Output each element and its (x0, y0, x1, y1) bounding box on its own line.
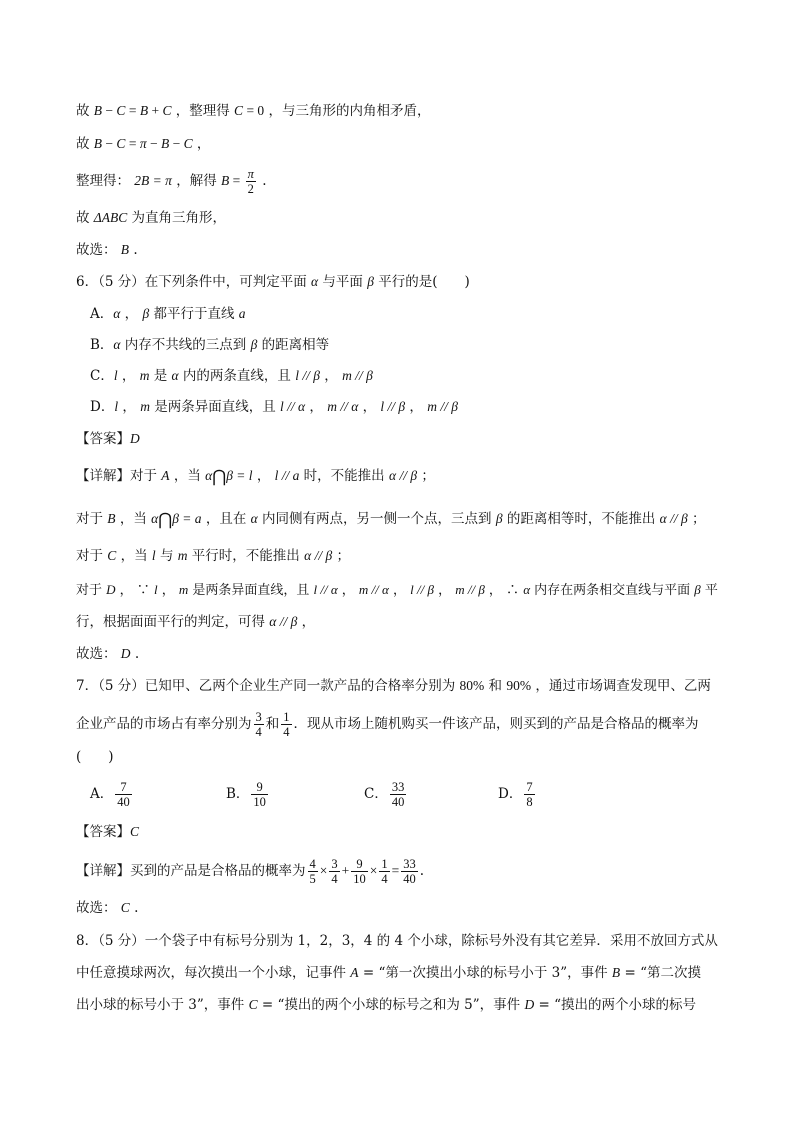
math-var: m (139, 368, 150, 383)
math-var: B (107, 511, 116, 526)
text: 7．（5 分）已知甲、乙两个企业生产同一款产品的合格率分别为 (76, 678, 460, 694)
solution-line-solve-b (76, 167, 267, 196)
math-expr: m // α (358, 582, 389, 597)
text: ， (157, 583, 179, 598)
math-op: × (319, 863, 328, 878)
text: 【详解】买到的产品是合格品的概率为 (76, 863, 306, 879)
question-7-option-a (90, 780, 134, 809)
math-expr: ΔABC (93, 210, 128, 225)
text: ，当 (116, 548, 152, 564)
math-expr: m // β (455, 582, 485, 597)
text: 8．（5 分）一个袋子中有标号分别为 1，2，3，4 的 4 个小球，除标号外没有其它差异．采用不放回方式从 (76, 933, 718, 949)
text: 对于 (76, 583, 107, 598)
text: . (257, 173, 267, 189)
question-6-option-a (90, 305, 246, 323)
text: ， ∵ (115, 583, 154, 598)
math-var: C (234, 103, 244, 118)
text: ， (120, 306, 143, 322)
question-6-detail-c (76, 547, 350, 565)
text: ， (118, 399, 141, 415)
math-op: = (125, 103, 140, 118)
fraction-denominator: 10 (353, 872, 366, 886)
text: ，解得 (171, 173, 222, 189)
text: 的距离相等时，不能推出 (502, 511, 660, 527)
text: 对于 (76, 511, 108, 527)
text: ， (358, 399, 381, 415)
question-7-stem-line-2 (76, 710, 699, 739)
text: = “摸出的两个小球的标号 (534, 997, 697, 1013)
text: ， (252, 468, 275, 484)
fraction-numerator: 33 (403, 857, 416, 871)
fraction-numerator: 9 (251, 780, 268, 795)
math-expr: l // β (380, 399, 406, 414)
fraction (281, 710, 291, 739)
question-7-option-d (498, 780, 537, 809)
math-expr: β = l (226, 468, 253, 483)
math-var: D (106, 582, 116, 597)
text: 都平行于直线 (149, 306, 239, 322)
text: 和 (484, 678, 507, 694)
fraction-denominator: 8 (526, 795, 533, 809)
math-var: C (120, 900, 130, 915)
math-op: + (341, 863, 350, 878)
math-var: m (140, 399, 150, 414)
fraction-denominator: 4 (331, 872, 338, 886)
text: 内存在两条相交直线与平面 (530, 583, 695, 598)
solution-line-equation (76, 135, 210, 153)
math-op: − (102, 136, 117, 151)
fraction-denominator: 4 (255, 725, 262, 739)
math-var: C (183, 136, 193, 151)
math-expr: α // β (388, 468, 418, 483)
question-7-answer (76, 823, 139, 841)
fraction-numerator: 9 (351, 857, 368, 872)
math-var: B (611, 965, 621, 980)
fraction-denominator: 2 (247, 182, 254, 196)
math-expr: l // α (313, 582, 338, 597)
fraction-numerator: 33 (391, 780, 405, 794)
math-var: a (238, 306, 246, 321)
question-6-detail-e (76, 613, 315, 631)
math-var: C (116, 136, 126, 151)
math-var: α (151, 511, 159, 526)
fraction-numerator: 7 (526, 780, 533, 794)
math-expr: l // α (280, 399, 306, 414)
math-var: B (93, 103, 103, 118)
answer-value: D (130, 431, 140, 446)
text: ， (405, 399, 428, 415)
math-var: m (178, 582, 189, 597)
text: ， (388, 583, 411, 598)
option-label: C． (90, 368, 114, 384)
fraction-denominator: 40 (117, 795, 130, 809)
math-op: + (148, 103, 163, 118)
math-var: B (160, 136, 170, 151)
math-expr: l // β (295, 368, 320, 383)
text: 故 (76, 103, 94, 119)
text: ； (417, 468, 435, 484)
math-expr: 2B = π (134, 173, 172, 188)
math-expr: α // β (304, 548, 333, 563)
question-7-stem-line-1 (76, 677, 711, 695)
math-op: = 0 (243, 103, 265, 118)
text: ； (687, 511, 706, 527)
math-var: C (116, 103, 126, 118)
math-var: l (153, 582, 158, 597)
question-8-stem-line-1 (76, 932, 718, 950)
text: ，当 (169, 468, 206, 484)
math-op: − (169, 136, 184, 151)
math-op: = (125, 136, 140, 151)
math-expr: α // β (269, 614, 298, 629)
solution-line-conclusion (76, 209, 226, 227)
question-7-option-c (364, 780, 408, 809)
text: 企业产品的市场占有率分别为 (76, 716, 252, 732)
option-label: D． (90, 399, 115, 415)
question-6-option-d (90, 398, 458, 416)
question-7-detail (76, 857, 424, 886)
fraction (246, 167, 256, 196)
math-value: 90% (506, 678, 532, 693)
fraction-denominator: 10 (253, 795, 266, 809)
text: 内存不共线的三点到 (120, 337, 251, 353)
answer-value: C (130, 824, 140, 839)
text: 平行时，不能推出 (187, 548, 305, 564)
math-var: l (114, 399, 119, 414)
math-var: α (171, 368, 179, 383)
text: 6．（5 分）在下列条件中，可判定平面 (76, 274, 312, 290)
text: ，通过市场调查发现甲、乙两 (531, 678, 711, 694)
math-var: α (205, 468, 213, 483)
math-var: α (250, 511, 258, 526)
math-expr: m // α (327, 399, 359, 414)
math-var: A (161, 468, 170, 483)
fraction (379, 857, 389, 886)
math-expr: l // a (274, 468, 300, 483)
question-6-detail-b (76, 510, 706, 529)
text: 对于 (76, 548, 108, 564)
math-var: β (250, 337, 258, 352)
text: ， (433, 583, 456, 598)
text: 与平面 (318, 274, 368, 290)
text: 是 (149, 368, 172, 384)
text: ， (297, 614, 316, 630)
option-label: B． (90, 337, 114, 353)
text: 为直角三角形， (127, 210, 227, 226)
text: 和 (265, 716, 280, 732)
text: = “摸出的两个小球的标号之和为 5”，事件 (257, 997, 525, 1013)
answer-label: 【答案】 (76, 824, 130, 840)
option-label: B． (226, 786, 250, 802)
fraction-denominator: 4 (381, 872, 388, 886)
fraction (115, 780, 132, 809)
text: ，且在 (201, 511, 251, 527)
fraction (524, 780, 534, 809)
text: 中任意摸球两次，每次摸出一个小球，记事件 (76, 965, 351, 981)
math-value: 80% (459, 678, 485, 693)
fraction (308, 857, 318, 886)
math-var: B (93, 136, 103, 151)
option-label: C． (364, 786, 388, 802)
solution-line-contradiction (76, 102, 430, 120)
math-var: B (120, 242, 130, 257)
text: ，整理得 (171, 103, 235, 119)
text: 内的两条直线，且 (178, 368, 296, 384)
text: 故选： (76, 900, 121, 916)
math-var: A (350, 965, 359, 980)
question-6-answer (76, 430, 140, 448)
fraction-numerator: 4 (309, 857, 316, 871)
text: 与 (155, 548, 178, 564)
fraction (401, 857, 418, 886)
fraction-numerator: 7 (115, 780, 132, 795)
question-6-stem (76, 273, 470, 291)
math-var: D (120, 646, 131, 661)
text: ， (319, 368, 343, 384)
math-var: B (139, 103, 149, 118)
math-var: β (495, 511, 503, 526)
math-var: β (694, 582, 701, 597)
text: 的距离相等 (257, 337, 330, 353)
fraction-numerator: 3 (255, 710, 262, 724)
text: 时，不能推出 (299, 468, 389, 484)
fraction (390, 780, 407, 809)
math-expr: m // β (342, 368, 373, 383)
question-6-option-b (90, 336, 329, 354)
fraction-numerator: π (247, 167, 254, 181)
math-var: m (177, 548, 188, 563)
question-6-choice (76, 645, 139, 663)
fraction (254, 710, 264, 739)
math-var: β (367, 274, 374, 289)
text: ， ∴ (484, 583, 524, 598)
text: 故 (76, 136, 94, 152)
fraction (351, 857, 368, 886)
intersection-symbol: ⋂ (212, 467, 227, 487)
math-op: − (102, 103, 117, 118)
text: 整理得： (76, 173, 135, 189)
text: . (129, 900, 139, 916)
fraction (329, 857, 339, 886)
text: 平行的是( ) (373, 274, 470, 290)
math-expr: m // β (427, 399, 458, 414)
math-var: C (107, 548, 117, 563)
text: = “第一次摸出小球的标号小于 3”，事件 (358, 965, 612, 981)
solution-line-choice (76, 241, 138, 259)
question-6-detail-d (76, 581, 718, 600)
text: ， (117, 368, 140, 384)
math-expr: α // β (659, 511, 688, 526)
math-var: l (151, 548, 156, 563)
math-op: − (146, 136, 161, 151)
fraction-numerator: 3 (331, 857, 338, 871)
fraction (251, 780, 268, 809)
text: . (419, 863, 425, 879)
question-7-choice (76, 899, 138, 917)
text: ，与三角形的内角相矛盾， (264, 103, 431, 119)
math-expr: l // β (410, 582, 434, 597)
text: ， (305, 399, 328, 415)
text: . (129, 242, 138, 258)
math-var: C (248, 997, 258, 1012)
question-6-option-c (90, 367, 373, 385)
math-var: C (162, 103, 172, 118)
math-var: π (139, 136, 147, 151)
option-label: D． (498, 786, 523, 802)
text: 故选： (76, 242, 121, 258)
fraction-denominator: 40 (403, 872, 416, 886)
fraction-numerator: 1 (381, 857, 388, 871)
text: . (130, 646, 140, 662)
fraction-numerator: 1 (283, 710, 290, 724)
text: ； (332, 548, 350, 564)
math-op: × (369, 863, 378, 878)
question-7-stem-line-3 (76, 748, 114, 766)
question-8-stem-line-3 (76, 996, 696, 1014)
math-var: β (142, 306, 150, 321)
text: 出小球的标号小于 3”，事件 (76, 997, 249, 1013)
text: ( ) (76, 749, 114, 765)
text: = “第二次摸 (620, 965, 701, 981)
text: 是两条异面直线，且 (188, 583, 314, 598)
option-label: A． (90, 786, 114, 802)
text: 是两条异面直线，且 (149, 399, 281, 415)
text: ．现从市场上随机购买一件该产品，则买到的产品是合格品的概率为 (293, 716, 699, 732)
question-6-detail-a (76, 467, 435, 486)
text: 【详解】对于 (76, 468, 162, 484)
text: ， (337, 583, 359, 598)
math-expr: β = a (172, 511, 202, 526)
math-var: l (113, 368, 118, 383)
text: ， (192, 136, 211, 152)
math-op: = (391, 863, 400, 878)
text: ，当 (115, 511, 152, 527)
text: 内同侧有两点，另一侧一个点，三点到 (257, 511, 496, 527)
option-label: A． (90, 306, 114, 322)
fraction-denominator: 5 (309, 872, 316, 886)
text: 故选： (76, 646, 121, 662)
math-op: = (229, 173, 244, 188)
math-var: α (113, 337, 121, 352)
question-7-option-b (226, 780, 270, 809)
fraction-denominator: 4 (283, 725, 290, 739)
answer-label: 【答案】 (76, 431, 130, 447)
math-var: α (113, 306, 121, 321)
fraction-denominator: 40 (391, 795, 405, 809)
math-var: α (523, 582, 531, 597)
question-8-stem-line-2 (76, 964, 701, 982)
intersection-symbol: ⋂ (158, 510, 173, 530)
text: 平 (700, 583, 718, 598)
math-var: D (524, 997, 535, 1012)
math-var: B (221, 173, 230, 188)
text: 故 (76, 210, 94, 226)
math-var: α (311, 274, 319, 289)
text: 行，根据面面平行的判定，可得 (76, 614, 270, 630)
